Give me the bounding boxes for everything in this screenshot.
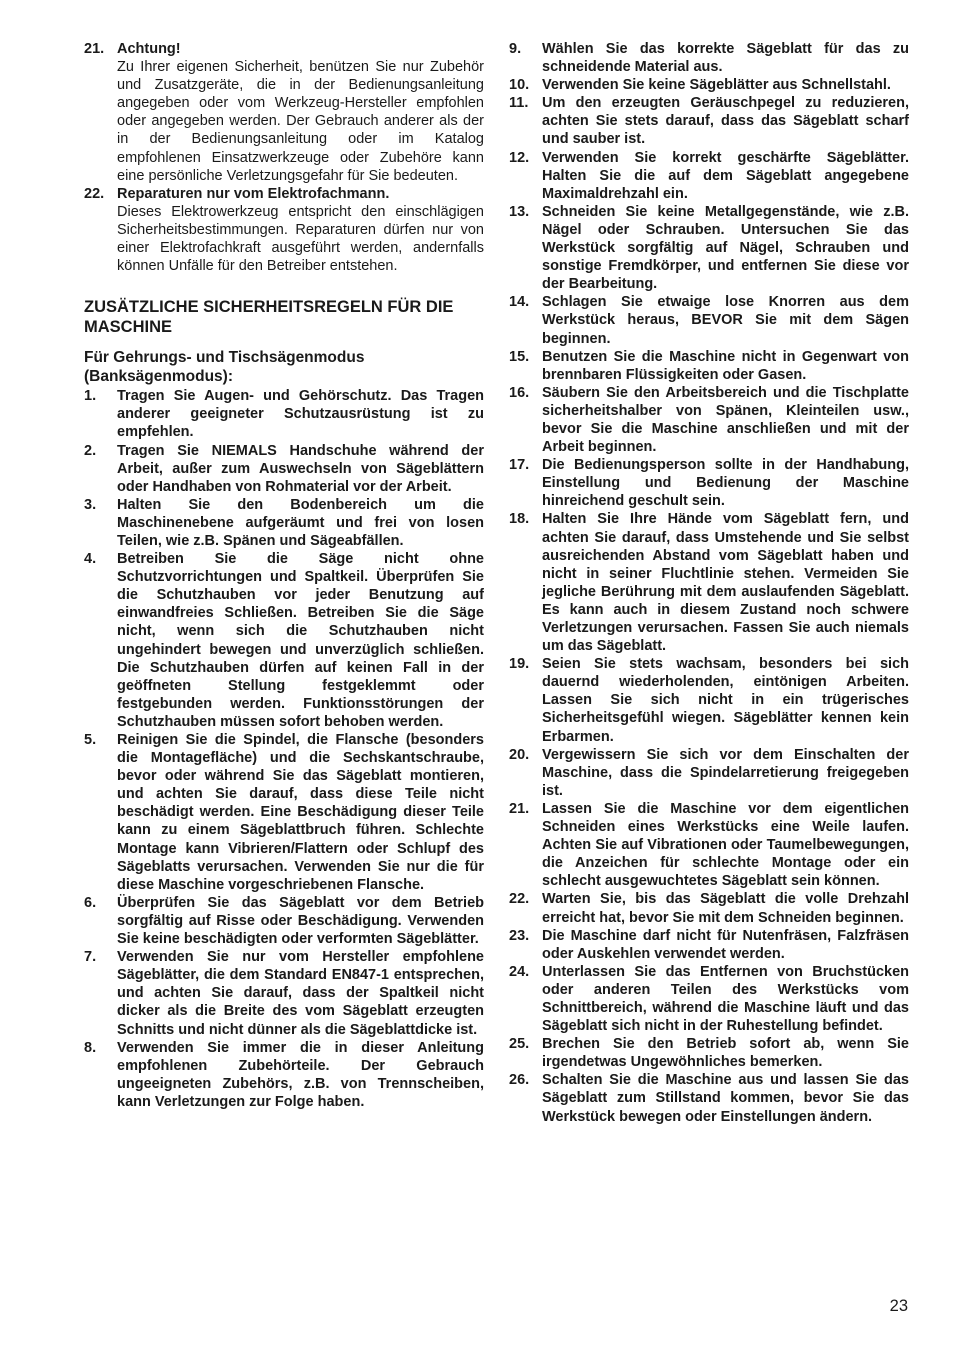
item-body: Schneiden Sie keine Metallgegenstände, wie z.B. Nägel oder Schrauben. Untersuchen Sie das Werkstück sorgfältig auf Nägel, Schrauben und sonstige Fremdkörper, und entfernen Sie diese vor der Bearbeitung. xyxy=(542,203,909,293)
list-item xyxy=(509,40,909,76)
item-number: 21. xyxy=(509,800,530,817)
item-number: 17. xyxy=(509,457,530,474)
list-item xyxy=(509,510,909,655)
item-number: 11. xyxy=(509,95,529,112)
list-item xyxy=(84,387,484,441)
item-body: Halten Sie den Bodenbereich um die Maschinenebene aufgeräumt und frei von losen Teilen, wie z.B. Spänen und Sägeabfällen. xyxy=(117,496,484,549)
item-number: 16. xyxy=(509,384,530,401)
item-body: Die Bedienungsperson sollte in der Handhabung, Einstellung und Bedienung der Maschine hinreichend geschult sein. xyxy=(542,457,909,510)
item-body: Vergewissern Sie sich vor dem Einschalten der Maschine, dass die Spindelarretierung freigegeben ist. xyxy=(542,746,909,799)
list-item xyxy=(509,963,909,1035)
item-body: Säubern Sie den Arbeitsbereich und die Tischplatte sicherheitshalber von Spänen, Kleinteilen usw., bevor Sie die Maschine anschließen und mit der Arbeit beginnen. xyxy=(542,384,909,456)
item-number: 24. xyxy=(509,963,530,980)
left-column xyxy=(84,40,484,1111)
item-body: Verwenden Sie nur vom Hersteller empfohlene Sägeblätter, die dem Standard EN847-1 entsprechen, und achten Sie darauf, dass der Spaltkeil nicht dicker als die Breite des vom Sägeblatt erzeugten Schnitts und nicht dünner als die Sägeblattdicke ist. xyxy=(117,949,484,1038)
list-item xyxy=(84,40,484,185)
list-item xyxy=(84,496,484,550)
item-body: Lassen Sie die Maschine vor dem eigentlichen Schneiden eines Werkstücks eine Weile laufen. Achten Sie auf Vibrationen oder Taumelbewegungen, die Anzeichen für schlechte Montage oder ein schlecht ausgewuchtetes Sägeblatt sein können. xyxy=(542,800,909,890)
list-item xyxy=(509,203,909,293)
list-item xyxy=(509,456,909,510)
item-body: Halten Sie Ihre Hände vom Sägeblatt fern, und achten Sie darauf, dass Umstehende und Sie selbst ausreichenden Abstand vom Sägeblatt haben und nicht in seiner Fluchtlinie stehen. Vermeiden Sie jegliche Berührung mit dem auslaufenden Sägeblatt. Es kann auch in diesem Zustand noch schwere Verletzungen verursachen. Fassen Sie auch niemals um das Sägeblatt. xyxy=(542,511,909,655)
item-body: Verwenden Sie keine Sägeblätter aus Schnellstahl. xyxy=(542,77,891,94)
item-text: Dieses Elektrowerkzeug entspricht den einschlägigen Sicherheitsbestimmungen. Reparaturen dürfen nur von einer Elektrofachkraft ausgeführt werden, andernfalls können Unfälle für den Betreiber entstehen. xyxy=(117,203,484,275)
list-item xyxy=(84,442,484,496)
item-number: 22. xyxy=(84,185,105,202)
item-title: Achtung! xyxy=(117,41,181,57)
item-number: 25. xyxy=(509,1036,530,1053)
item-number: 18. xyxy=(509,511,530,528)
right-column xyxy=(509,40,909,1126)
list-item xyxy=(509,94,909,148)
item-number: 22. xyxy=(509,891,530,908)
item-body: Unterlassen Sie das Entfernen von Bruchstücken oder anderen Teilen des Werkstücks vom Schnittbereich, während die Maschine läuft und das Sägeblatt sich nicht in der Ruhestellung befindet. xyxy=(542,963,909,1035)
item-number: 13. xyxy=(509,203,530,220)
list-item xyxy=(509,384,909,456)
item-number: 2. xyxy=(84,442,97,459)
item-body: Tragen Sie NIEMALS Handschuhe während der Arbeit, außer zum Auswechseln von Sägeblättern oder Handhaben von Rohmaterial vor der Arbeit. xyxy=(117,442,484,495)
item-number: 9. xyxy=(509,41,522,57)
item-number: 19. xyxy=(509,656,530,673)
page-number: 23 xyxy=(889,1297,908,1315)
item-number: 5. xyxy=(84,732,97,748)
list-item xyxy=(84,948,484,1038)
rules-list-right xyxy=(509,40,909,1126)
item-body: Betreiben Sie die Säge nicht ohne Schutzvorrichtungen und Spaltkeil. Überprüfen Sie die Schutzhauben vor jeder Benutzung auf einwandfreies Schließen. Betreiben Sie die Säge nicht, wenn sich die Schutzhauben nicht ungehindert bewegen und unverzüglich schließen. Die Schutzhauben dürfen auf keinen Fall in der geöffneten Stellung festgeklemmt oder festgebunden werden. Funktionsstörungen der Schutzhauben müssen sofort behoben werden. xyxy=(117,551,484,730)
item-body xyxy=(117,40,484,185)
item-body: Verwenden Sie immer die in dieser Anleitung empfohlenen Zubehörteile. Der Gebrauch ungeeigneten Zubehörs, z.B. von Trennscheiben, kann Verletzungen zur Folge haben. xyxy=(117,1039,484,1110)
list-item xyxy=(509,76,909,94)
item-number: 6. xyxy=(84,894,97,911)
item-body: Verwenden Sie korrekt geschärfte Sägeblätter. Halten Sie die auf dem Sägeblatt angegebene Maximaldrehzahl ein. xyxy=(542,149,909,202)
list-item xyxy=(509,746,909,800)
item-body: Schalten Sie die Maschine aus und lassen Sie das Sägeblatt zum Stillstand kommen, bevor Sie das Werkstück bewegen oder Einstellungen ändern. xyxy=(542,1072,909,1125)
item-number: 15. xyxy=(509,348,530,365)
item-number: 1. xyxy=(84,388,97,405)
item-number: 7. xyxy=(84,949,97,966)
item-title: Reparaturen nur vom Elektrofachmann. xyxy=(117,185,390,202)
list-item xyxy=(509,1071,909,1125)
item-body: Brechen Sie den Betrieb sofort ab, wenn Sie irgendetwas Ungewöhnliches bemerken. xyxy=(542,1036,909,1071)
item-body: Überprüfen Sie das Sägeblatt vor dem Betrieb sorgfältig auf Risse oder Beschädigung. Verwenden Sie keine beschädigten oder verformten Sägeblätter. xyxy=(117,894,484,948)
item-body xyxy=(117,185,484,275)
general-safety-items xyxy=(84,40,484,275)
list-item xyxy=(84,1039,484,1111)
item-body: Benutzen Sie die Maschine nicht in Gegenwart von brennbaren Flüssigkeiten oder Gasen. xyxy=(542,348,909,383)
item-number: 10. xyxy=(509,77,530,94)
list-item xyxy=(509,293,909,347)
item-number: 4. xyxy=(84,551,97,568)
item-body: Warten Sie, bis das Sägeblatt die volle Drehzahl erreicht hat, bevor Sie mit dem Schneiden beginnen. xyxy=(542,891,909,926)
list-item xyxy=(509,149,909,203)
list-item xyxy=(84,550,484,731)
item-number: 8. xyxy=(84,1039,97,1056)
list-item xyxy=(84,894,484,948)
item-number: 21. xyxy=(84,41,105,57)
item-number: 26. xyxy=(509,1072,530,1089)
sub-heading: Für Gehrungs- und Tischsägenmodus (Banksägenmodus): xyxy=(84,349,365,386)
item-number: 12. xyxy=(509,149,530,166)
list-item xyxy=(84,185,484,275)
item-number: 14. xyxy=(509,294,530,311)
item-number: 23. xyxy=(509,927,530,944)
item-body: Seien Sie stets wachsam, besonders bei sich dauernd wiederholenden, eintönigen Arbeiten. Lassen Sie sich nicht in ein trügerisches Sicherheitsgefühl wiegen. Sägeblätter kennen kein Erbarmen. xyxy=(542,656,909,745)
list-item xyxy=(84,731,484,894)
section-heading: ZUSÄTZLICHE SICHERHEITSREGELN FÜR DIE MASCHINE xyxy=(84,298,454,337)
list-item xyxy=(509,348,909,384)
item-body: Um den erzeugten Geräuschpegel zu reduzieren, achten Sie stets darauf, dass das Sägeblatt scharf und sauber ist. xyxy=(542,95,909,148)
item-number: 3. xyxy=(84,496,97,513)
list-item xyxy=(509,927,909,963)
item-body: Schlagen Sie etwaige lose Knorren aus dem Werkstück heraus, BEVOR Sie mit dem Sägen beginnen. xyxy=(542,294,909,347)
list-item xyxy=(509,1035,909,1071)
list-item xyxy=(509,890,909,926)
item-body: Die Maschine darf nicht für Nutenfräsen, Falzfräsen oder Auskehlen verwendet werden. xyxy=(542,927,909,962)
item-body: Wählen Sie das korrekte Sägeblatt für das zu schneidende Material aus. xyxy=(542,41,909,76)
item-number: 20. xyxy=(509,746,530,763)
list-item xyxy=(509,655,909,745)
rules-list-left xyxy=(84,387,484,1111)
item-body: Reinigen Sie die Spindel, die Flansche (besonders die Montagefläche) und die Sechskantschraube, bevor oder während Sie das Sägeblatt montieren, und achten Sie darauf, dass diese Teile nicht beschädigt werden. Eine Beschädigung dieser Teile kann zu einem Sägeblattbruch führen. Schlechte Montage kann Vibrieren/Flattern oder Schlupf des Sägeblatts verursachen. Verwenden Sie nur die für diese Maschine vorgeschriebenen Flansche. xyxy=(117,732,484,893)
list-item xyxy=(509,800,909,890)
item-body: Tragen Sie Augen- und Gehörschutz. Das Tragen anderer geeigneter Schutzausrüstung ist zu empfehlen. xyxy=(117,388,484,441)
item-text: Zu Ihrer eigenen Sicherheit, benützen Sie nur Zubehör und Zusatzgeräte, die in der Bedienungsanleitung angegeben oder vom Werkzeug-Hersteller empfohlen oder angegeben werden. Der Gebrauch anderer als der in der Bedienungsanleitung oder im Katalog empfohlenen Einsatzwerkzeuge oder Zubehöre kann eine persönliche Verletzungsgefahr für Sie bedeuten. xyxy=(117,59,484,184)
